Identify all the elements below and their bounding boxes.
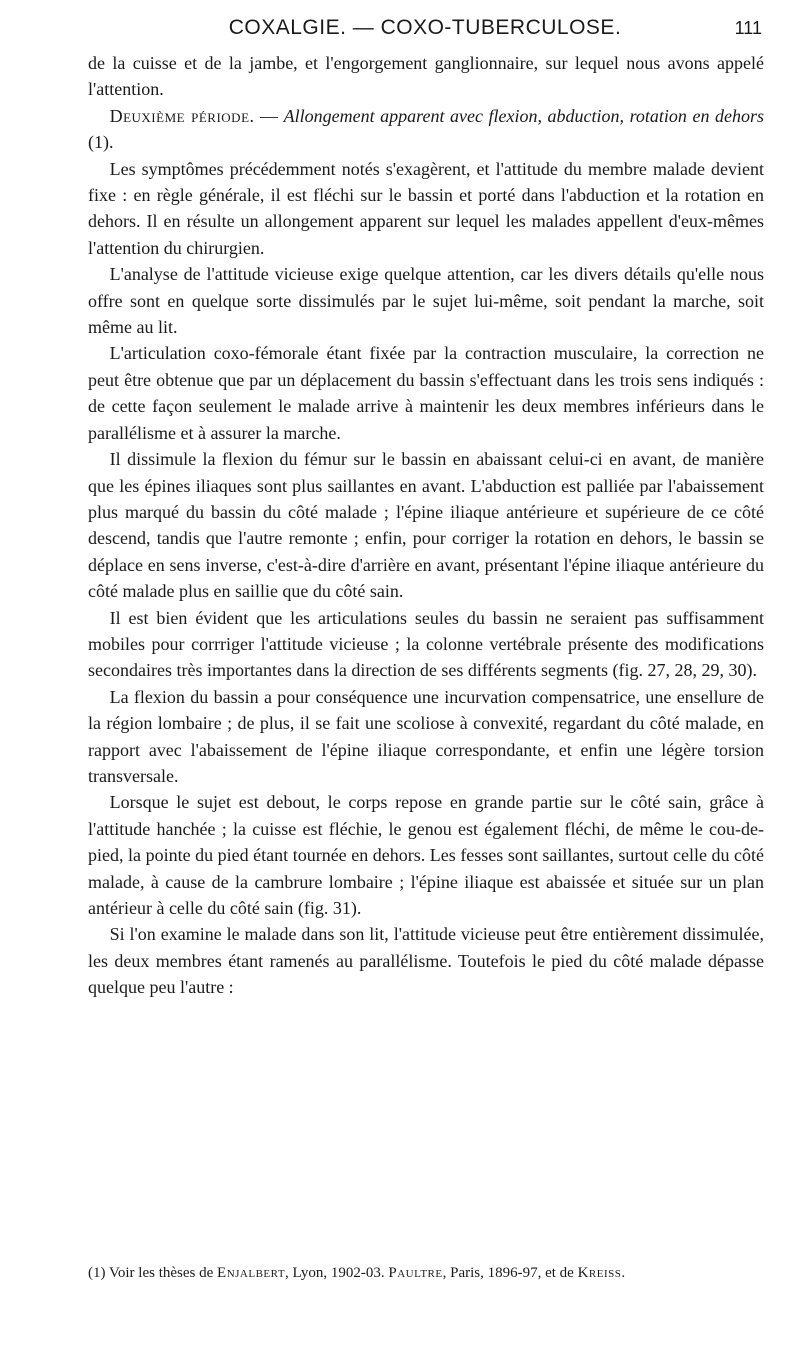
section-heading-paragraph [88,103,764,156]
author-enjalbert: Enjalbert [217,1265,286,1281]
footnote-text: , Paris, 1896-97, et de [442,1265,578,1281]
period-title: Allongement apparent avec flexion, abduction, rotation en dehors [283,105,764,126]
footnote-text: . [621,1265,626,1281]
footnote-1 [88,1263,764,1284]
paragraph-1: de la cuisse et de la jambe, et l'engorgement ganglionnaire, sur lequel nous avons appelé l'attention. [88,53,764,100]
paragraph-4: L'analyse de l'attitude vicieuse exige quelque attention, car les divers détails qu'elle nous offre sont en quelque sorte dissimulés par le sujet lui-même, soit pendant la marche, soit même au lit. [88,264,764,338]
period-label: Deuxième période. [109,105,255,126]
paragraph-5: L'articulation coxo-fémorale étant fixée par la contraction musculaire, la correction ne peut être obtenue que par un déplacement du bassin s'effectuant dans les trois sens indiqués : de cette façon seulement le malade arrive à maintenir les deux membres inférieurs dans le parallélisme et à assurer la marche. [88,343,764,443]
footnote-marker: (1) [88,1265,106,1281]
paragraph-8: La flexion du bassin a pour conséquence une incurvation compensatrice, une ensellure de la région lombaire ; de plus, il se fait une scoliose à convexité, regardant du côté malade, en rapport avec l'abaissement de l'épine iliaque correspondante, et enfin une légère torsion transversale. [88,686,764,786]
body-text [88,50,764,1001]
period-dash: — [254,105,284,126]
footnote-reference: (1). [88,132,114,153]
paragraph-6: Il dissimule la flexion du fémur sur le bassin en abaissant celui-ci en avant, de manière que les épines iliaques sont plus saillantes en avant. L'abduction est palliée par l'abaissement plus marqué du bassin du côté malade ; l'épine iliaque antérieure et supérieure de ce côté descend, tandis que l'autre remonte ; enfin, pour corriger la rotation en dehors, le bassin se déplace en sens inverse, c'est-à-dire d'arrière en avant, présentant l'épine iliaque antérieure du côté malade plus en saillie que du côté sain. [88,449,764,602]
paragraph-3: Les symptômes précédemment notés s'exagèrent, et l'attitude du membre malade devient fixe : en règle générale, il est fléchi sur le bassin et porté dans l'abduction et la rotation en dehors. Il en résulte un allongement apparent sur lequel les malades appellent d'eux-mêmes l'attention du chirurgien. [88,158,764,258]
page-header [88,14,762,42]
paragraph-7: Il est bien évident que les articulations seules du bassin ne seraient pas suffisamment mobiles pour corrriger l'attitude vicieuse ; la colonne vertébrale présente des modifications secondaires très importantes dans la direction de ses différents segments (fig. 27, 28, 29, 30). [88,607,764,681]
footnote-text: , Lyon, 1902-03. [285,1265,389,1281]
footnote [88,1263,764,1284]
paragraph-10: Si l'on examine le malade dans son lit, l'attitude vicieuse peut être entièrement dissimulée, les deux membres étant ramenés au parallélisme. Toutefois le pied du côté malade dépasse quelque peu l'autre : [88,924,764,998]
running-head: COXALGIE. — COXO-TUBERCULOSE. [228,16,622,39]
author-paultre: Paultre [388,1265,443,1281]
author-kreiss: Kreiss [577,1265,622,1281]
page-number: 111 [734,18,762,38]
footnote-text: Voir les thèses de [105,1265,218,1281]
paragraph-9: Lorsque le sujet est debout, le corps repose en grande partie sur le côté sain, grâce à l'attitude hanchée ; la cuisse est fléchie, le genou est également fléchi, de même le cou-de-pied, la pointe du pied étant tournée en dehors. Les fesses sont saillantes, surtout celle du côté malade, à cause de la cambrure lombaire ; l'épine iliaque est abaissée et située sur un plan antérieur à celle du côté sain (fig. 31). [88,792,764,918]
